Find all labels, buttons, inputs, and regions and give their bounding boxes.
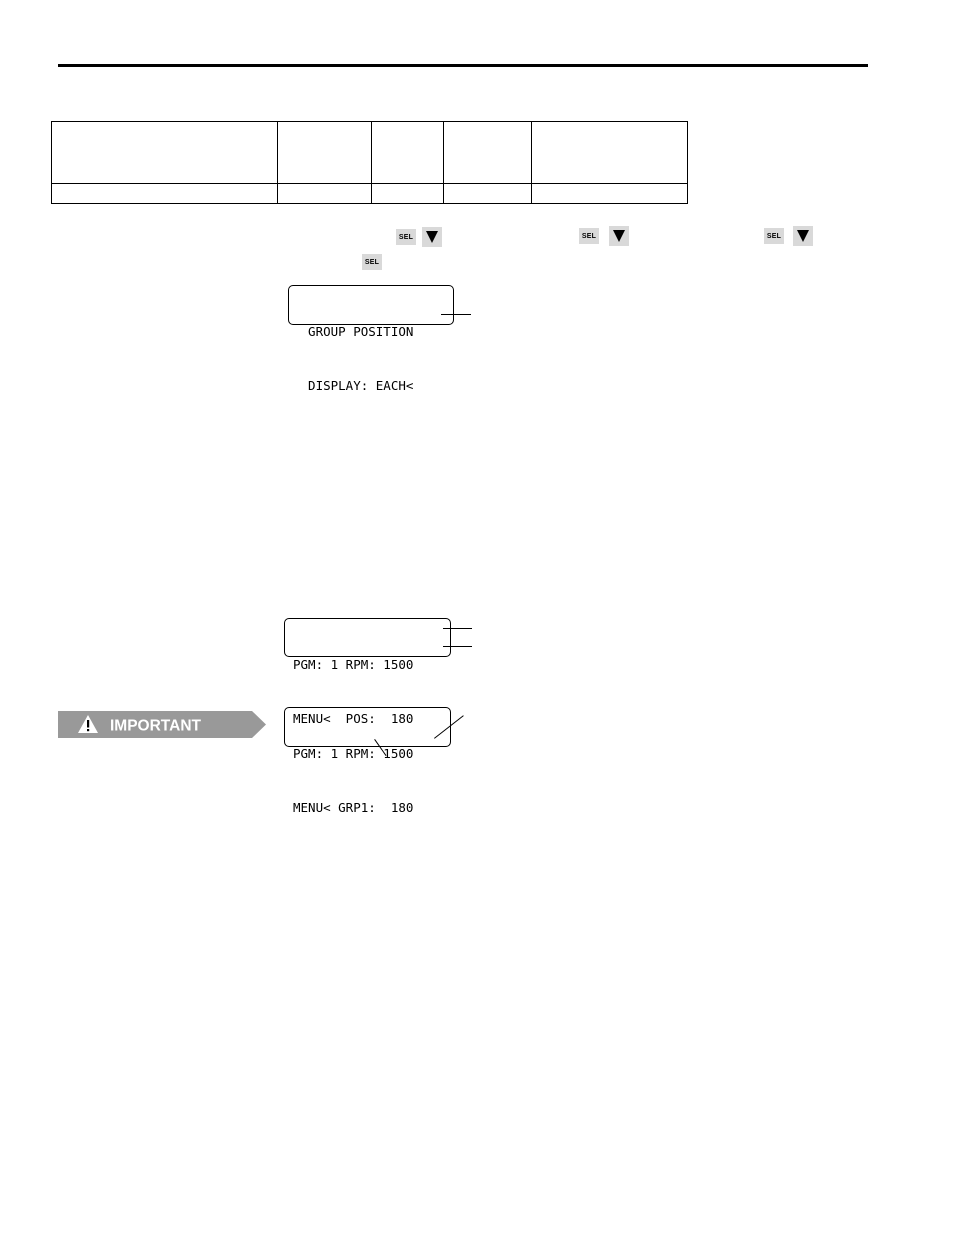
table-row <box>52 184 688 204</box>
table-cell <box>52 184 278 204</box>
spec-table <box>51 121 688 204</box>
sel-key-icon: SEL <box>396 229 416 245</box>
table-cell <box>278 184 372 204</box>
callout-line <box>441 314 471 315</box>
lcd-line: PGM: 1 RPM: 1500 <box>293 657 414 672</box>
important-label: IMPORTANT <box>110 717 201 735</box>
lcd-line: MENU< POS: 180 <box>293 711 414 726</box>
down-triangle <box>797 230 809 242</box>
lcd-display-group1 <box>284 707 451 815</box>
sel-key-icon: SEL <box>764 228 784 244</box>
table-cell <box>372 184 444 204</box>
down-triangle <box>613 230 625 242</box>
important-banner <box>58 711 266 738</box>
down-arrow-icon <box>609 226 629 246</box>
table-header-row <box>52 122 688 184</box>
lcd-display-position <box>284 618 451 726</box>
sel-key-icon: SEL <box>579 228 599 244</box>
lcd-line: MENU< GRP1: 180 <box>293 800 414 815</box>
callout-line <box>443 628 472 629</box>
lcd-line: DISPLAY: EACH< <box>293 378 414 393</box>
down-arrow-icon <box>422 227 442 247</box>
table-header-cell <box>444 122 532 184</box>
table-header-cell <box>532 122 688 184</box>
table-header-cell <box>52 122 278 184</box>
lcd-line: PGM: 1 RPM: 1500 <box>293 746 414 761</box>
sel-key-icon: SEL <box>362 254 382 270</box>
lcd-display-group-position <box>288 285 454 393</box>
header-rule <box>58 64 868 67</box>
table-cell <box>532 184 688 204</box>
table-header-cell <box>278 122 372 184</box>
down-arrow-icon <box>793 226 813 246</box>
table-header-cell <box>372 122 444 184</box>
down-triangle <box>426 231 438 243</box>
table-cell <box>444 184 532 204</box>
callout-line <box>443 646 472 647</box>
lcd-line: GROUP POSITION <box>293 324 414 339</box>
